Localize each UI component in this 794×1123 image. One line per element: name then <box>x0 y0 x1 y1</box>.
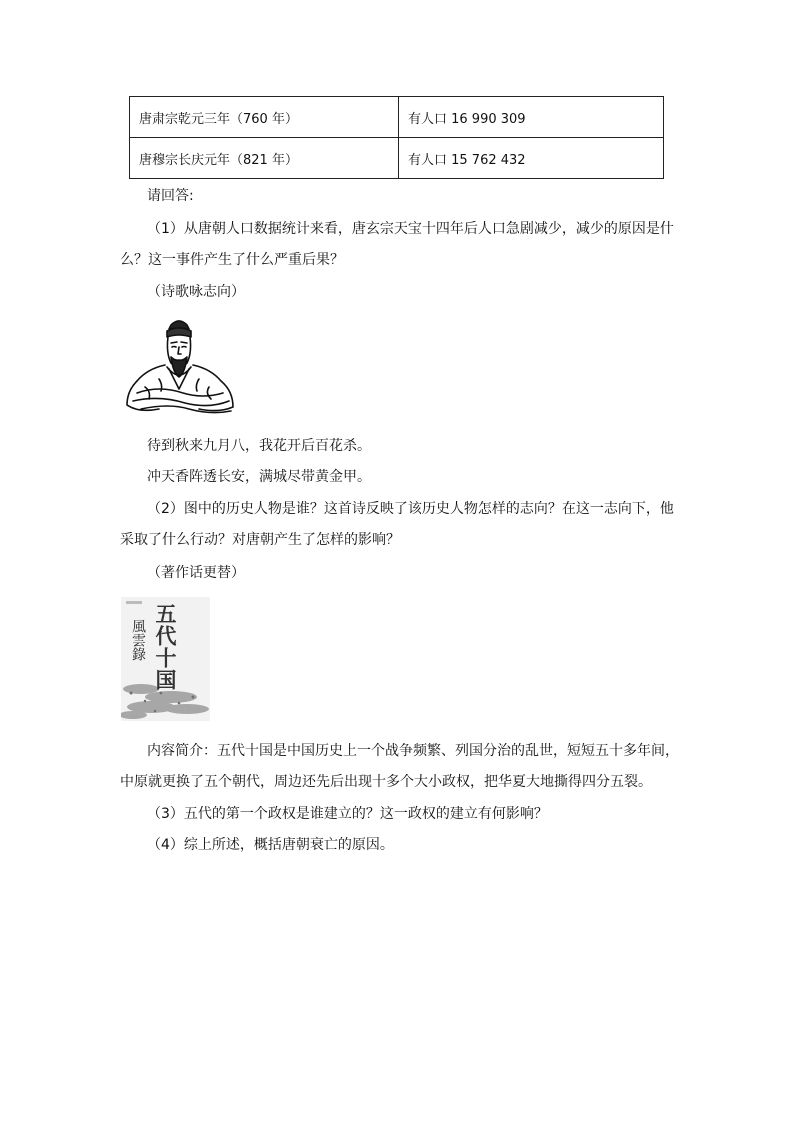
poem-line-2: 冲天香阵透长安，满城尽带黄金甲。 <box>147 469 371 485</box>
question-2-line-1: （2）图中的历史人物是谁？这首诗反映了该历史人物怎样的志向？在这一志向下，他 <box>147 501 674 517</box>
question-4: （4）综上所述，概括唐朝衰亡的原因。 <box>147 837 394 853</box>
prompt-text: 请回答: <box>147 188 194 204</box>
reign-cell: 唐穆宗长庆元年（821 年） <box>130 138 399 179</box>
section-title-poem: （诗歌咏志向） <box>147 284 245 300</box>
question-2-line-2: 采取了什么行动？对唐朝产生了怎样的影响？ <box>120 532 400 548</box>
poem-line-1: 待到秋来九月八，我花开后百花杀。 <box>147 438 371 454</box>
table-row <box>130 97 664 138</box>
question-1-line-2: 么？这一事件产生了什么严重后果？ <box>120 252 344 268</box>
book-intro-line-2: 中原就更换了五个朝代，周边还先后出现十多个大小政权，把华夏大地撕得四分五裂。 <box>120 774 652 790</box>
question-1-line-1: （1）从唐朝人口数据统计来看，唐玄宗天宝十四年后人口急剧减少，减少的原因是什 <box>147 221 674 237</box>
book-cover-image <box>121 597 210 721</box>
question-3: （3）五代的第一个政权是谁建立的？这一政权的建立有何影响？ <box>147 806 548 822</box>
book-cover-subtitle: 風雲錄 <box>130 619 146 661</box>
historical-figure-portrait <box>119 317 240 417</box>
book-intro-line-1: 内容简介：五代十国是中国历史上一个战争频繁、列国分治的乱世，短短五十多年间， <box>147 743 679 759</box>
book-cover-title: 五代十国 <box>153 603 178 691</box>
reign-cell: 唐肃宗乾元三年（760 年） <box>130 97 399 138</box>
table-row <box>130 138 664 179</box>
section-title-book: （著作话更替） <box>147 565 245 581</box>
population-cell: 有人口 15 762 432 <box>399 138 664 179</box>
population-table <box>129 96 664 179</box>
population-cell: 有人口 16 990 309 <box>399 97 664 138</box>
